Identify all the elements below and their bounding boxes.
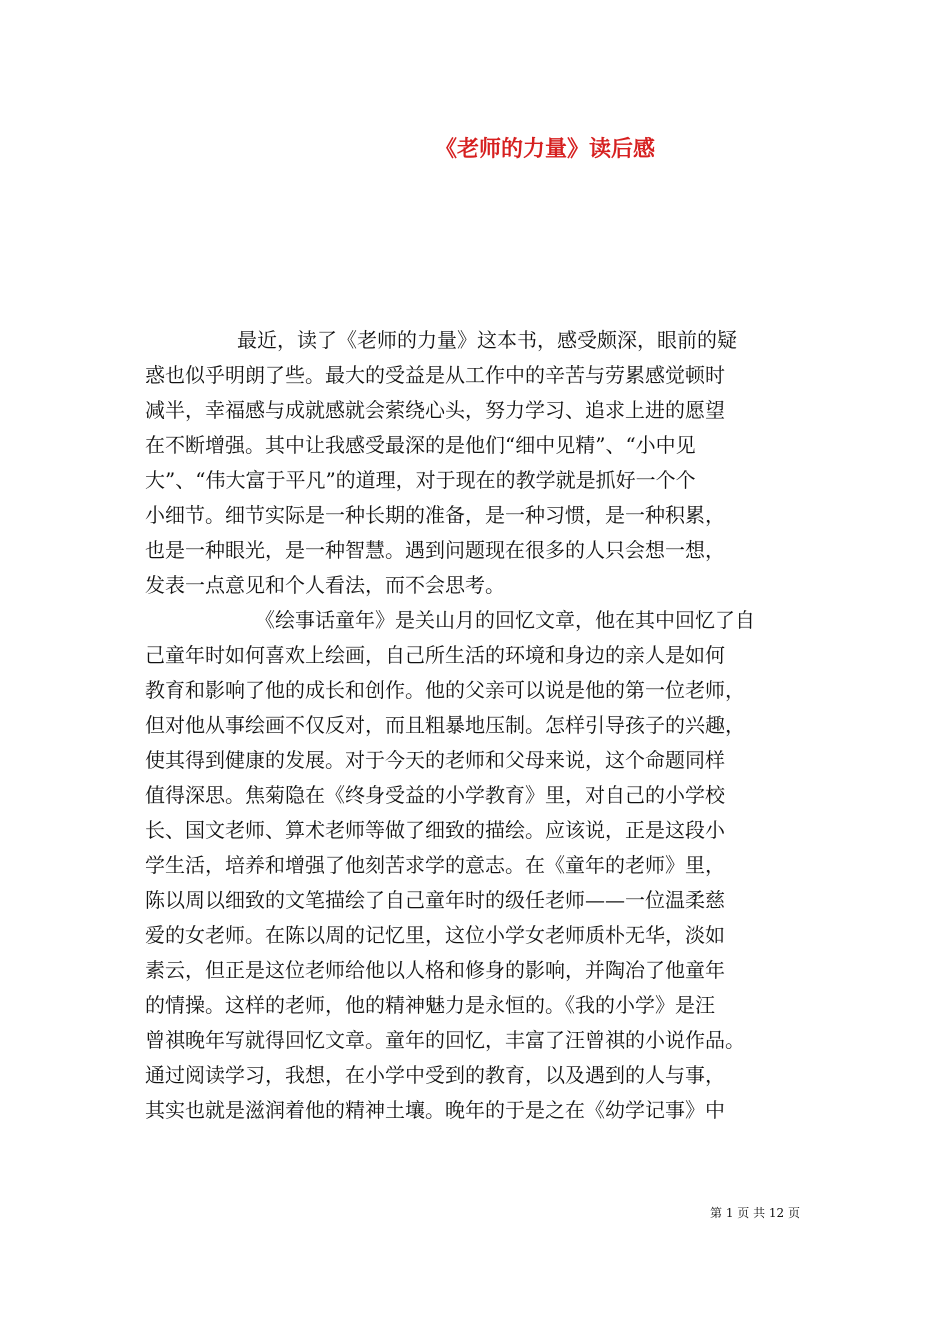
text-line: 曾祺晚年写就得回忆文章。童年的回忆，丰富了汪曾祺的小说作品。: [145, 1028, 745, 1052]
text-line: 发表一点意见和个人看法，而不会思考。: [145, 573, 505, 597]
page-footer: 第 1 页 共 12 页: [710, 1206, 800, 1220]
text-line: 在不断增强。其中让我感受最深的是他们“细中见精”、“小中见: [145, 433, 696, 457]
body-text: [145, 323, 810, 1128]
text-line: 也是一种眼光，是一种智慧。遇到问题现在很多的人只会想一想，: [145, 538, 725, 562]
text-line: 使其得到健康的发展。对于今天的老师和父母来说，这个命题同样: [145, 748, 725, 772]
text-line: 但对他从事绘画不仅反对，而且粗暴地压制。怎样引导孩子的兴趣，: [145, 713, 745, 737]
text-line: 爱的女老师。在陈以周的记忆里，这位小学女老师质朴无华，淡如: [145, 923, 725, 947]
text-line: 减半，幸福感与成就感就会萦绕心头，努力学习、追求上进的愿望: [145, 398, 725, 422]
text-line: 最近，读了《老师的力量》这本书，感受颇深，眼前的疑: [237, 328, 737, 352]
text-line: 素云，但正是这位老师给他以人格和修身的影响，并陶冶了他童年: [145, 958, 725, 982]
text-line: 通过阅读学习，我想，在小学中受到的教育，以及遇到的人与事，: [145, 1063, 725, 1087]
text-line: 其实也就是滋润着他的精神土壤。晚年的于是之在《幼学记事》中: [145, 1098, 725, 1122]
text-line: 学生活，培养和增强了他刻苦求学的意志。在《童年的老师》里，: [145, 853, 725, 877]
text-line: 惑也似乎明朗了些。最大的受益是从工作中的辛苦与劳累感觉顿时: [145, 363, 725, 387]
text-line: 的情操。这样的老师，他的精神魅力是永恒的。《我的小学》是汪: [145, 993, 715, 1017]
text-line: 大”、“伟大富于平凡”的道理，对于现在的教学就是抓好一个个: [145, 468, 696, 492]
page-title: 《老师的力量》读后感: [434, 136, 655, 162]
text-line: 教育和影响了他的成长和创作。他的父亲可以说是他的第一位老师，: [145, 678, 745, 702]
text-line: 长、国文老师、算术老师等做了细致的描绘。应该说，正是这段小: [145, 818, 725, 842]
text-line: 《绘事话童年》是关山月的回忆文章，他在其中回忆了自: [255, 608, 755, 632]
text-line: 小细节。细节实际是一种长期的准备，是一种习惯，是一种积累，: [145, 503, 725, 527]
text-line: 己童年时如何喜欢上绘画，自己所生活的环境和身边的亲人是如何: [145, 643, 725, 667]
text-line: 陈以周以细致的文笔描绘了自己童年时的级任老师——一位温柔慈: [145, 888, 725, 912]
text-line: 值得深思。焦菊隐在《终身受益的小学教育》里，对自己的小学校: [145, 783, 725, 807]
